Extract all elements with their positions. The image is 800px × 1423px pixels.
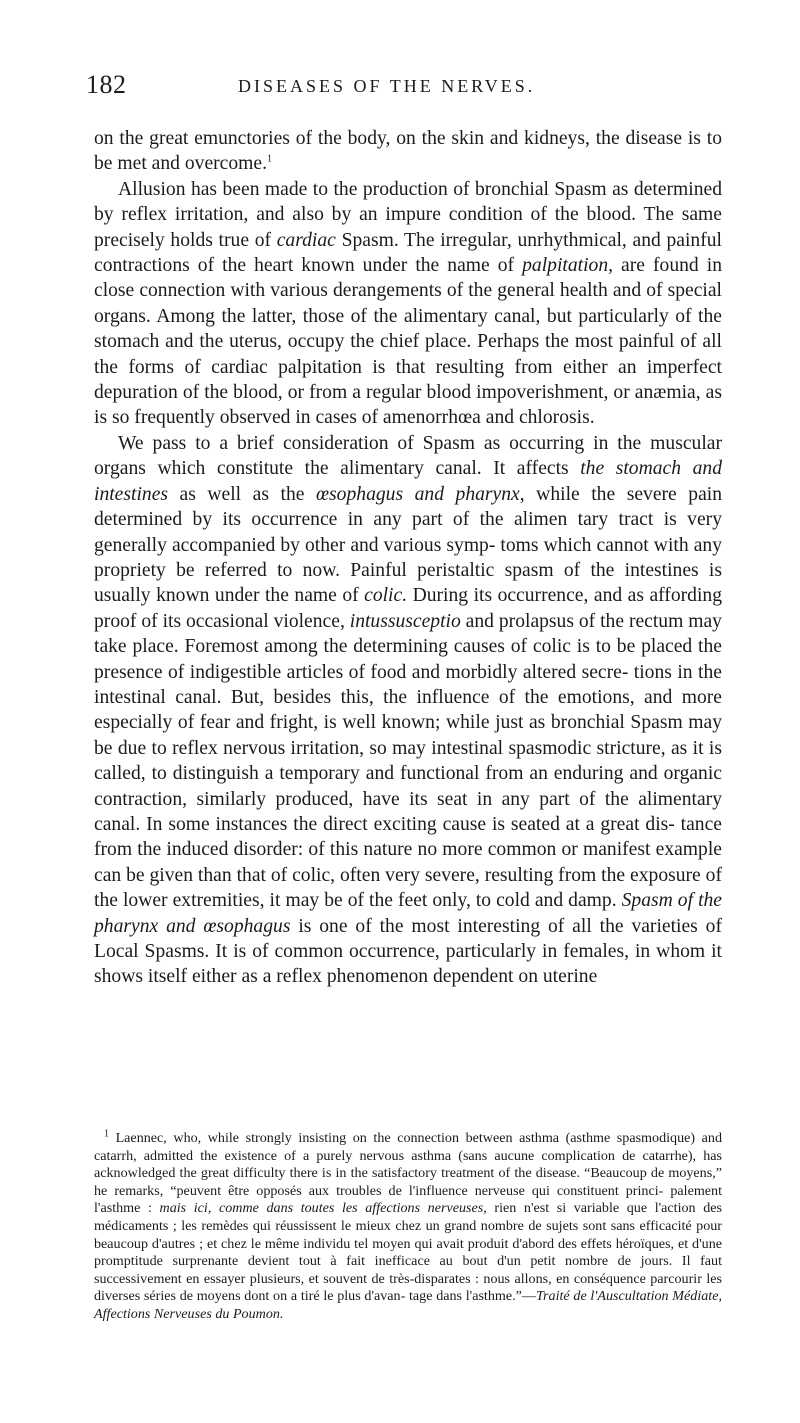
italic-term: cardiac: [276, 229, 336, 251]
text-run: as well as the: [168, 483, 316, 505]
text-run: We pass to a brief consideration of Spasm as occurring in the muscular organs which constitute the alimentary canal. It affects: [94, 432, 722, 480]
text-run: , while the severe pain determined by its occurrence in any part of the alimen tary tract is very generally accompanied by other and various symp- toms which cannot with any propriety be referred to now. Painful peristaltic spasm of the intestines is usually known under the name of: [94, 483, 723, 607]
italic-term: intussusceptio: [349, 610, 461, 632]
main-text: [94, 126, 722, 990]
paragraph-alimentary-spasm: [94, 431, 722, 990]
text-run: , are found in close connection with various derangements of the general health and of special organs. Among the latter, those of the alimentary canal, but particularly of the stomach and the uterus, occupy the chief place. Perhaps the most painful of all the forms of cardiac palpitation is that resulting from either an imperfect depuration of the blood, or from a regular blood impoverishment, or anæmia, as is so frequently observed in cases of amenorrhœa and chlorosis.: [94, 255, 722, 429]
italic-term: Spasm of the pharynx and œsophagus: [94, 890, 722, 937]
italic-term: œsophagus and pharynx: [315, 483, 520, 505]
footnote-italic: mais ici, comme dans toutes les affections nerveuses,: [159, 1200, 487, 1217]
paragraph-cardiac-spasm: [94, 177, 722, 431]
page-number: 182: [86, 70, 127, 99]
footnote-area: [94, 1130, 722, 1324]
footnote-text: Laennec, who, while strongly insisting on the connection between asthma (asthme spasmodique) and catarrh, admitted the existence of a purely nervous asthma (sans aucune complication de catarrhe), has acknowledged the great difficulty there is in the satisfactory treatment of the disease. “Beaucoup de moyens,” he remarks, “peuvent être opposés aux troubles de l'influence nerveuse qui constituent princi- palement l'asthme :: [94, 1130, 722, 1217]
italic-term: colic.: [364, 585, 408, 607]
text-run: on the great emunctories of the body, on the skin and kidneys, the disease is to be met and overcome.: [94, 128, 722, 175]
footnote: [94, 1130, 722, 1324]
paragraph-continuation: [94, 126, 722, 177]
text-run: Spasm. The irregular, unrhythmical, and painful contractions of the heart known under the name of: [94, 229, 722, 277]
text-run: During its occurrence, and as affording proof of its occasional violence,: [94, 585, 722, 632]
text-run: is one of the most interesting of all the varieties of Local Spasms. It is of common occurrence, particularly in females, in whom it shows itself either as a reflex phenomenon dependent on uterine: [94, 915, 722, 988]
footnote-citation: Traité de l'Auscultation Médiate, Affections Nerveuses du Poumon.: [94, 1288, 722, 1322]
footnote-text: rien n'est si variable que l'action des médicaments ; les remèdes qui réussissent le mieux chez un grand nombre de sujets sont sans efficacité pour beaucoup d'autres ; et chez le même individu tel moyen qui avait produit d'abord des effets héroïques, et d'une promptitude surprenante devient tout à fait inefficace au bout d'un petit nombre de jours. Il faut successivement en essayer plusieurs, et souvent de très-disparates : nous allons, en conséquence parcourir les diverses séries de moyens dont on a tiré le plus d'avan- tage dans l'asthme.”—: [94, 1200, 722, 1305]
footnote-reference: 1: [267, 153, 273, 165]
italic-term: the stomach and intestines: [94, 458, 722, 505]
running-title: DISEASES OF THE NERVES.: [238, 76, 536, 96]
running-head: [82, 70, 718, 104]
footnote-mark: 1: [104, 1128, 109, 1140]
text-run: and prolapsus of the rectum may take place. Foremost among the determining causes of colic is to be placed the presence of indigestible articles of food and morbidly altered secre- tions in the intestinal canal. But, besides this, the influence of the emotions, and more especially of fear and fright, is well known; while just as bronchial Spasm may be due to reflex nervous irritation, so may intestinal spasmodic stricture, as it is called, to distinguish a temporary and functional from an enduring and organic contraction, similarly produced, have its seat in any part of the alimentary canal. In some instances the direct exciting cause is seated at a great dis- tance from the induced disorder: of this nature no more common or manifest example can be given than that of colic, often very severe, resulting from the exposure of the lower extremities, it may be of the feet only, to cold and damp.: [94, 610, 722, 912]
text-run: Allusion has been made to the production of bronchial Spasm as determined by reflex irritation, and also by an impure condition of the blood. The same precisely holds true of: [94, 178, 722, 251]
italic-term: palpitation: [522, 255, 609, 277]
